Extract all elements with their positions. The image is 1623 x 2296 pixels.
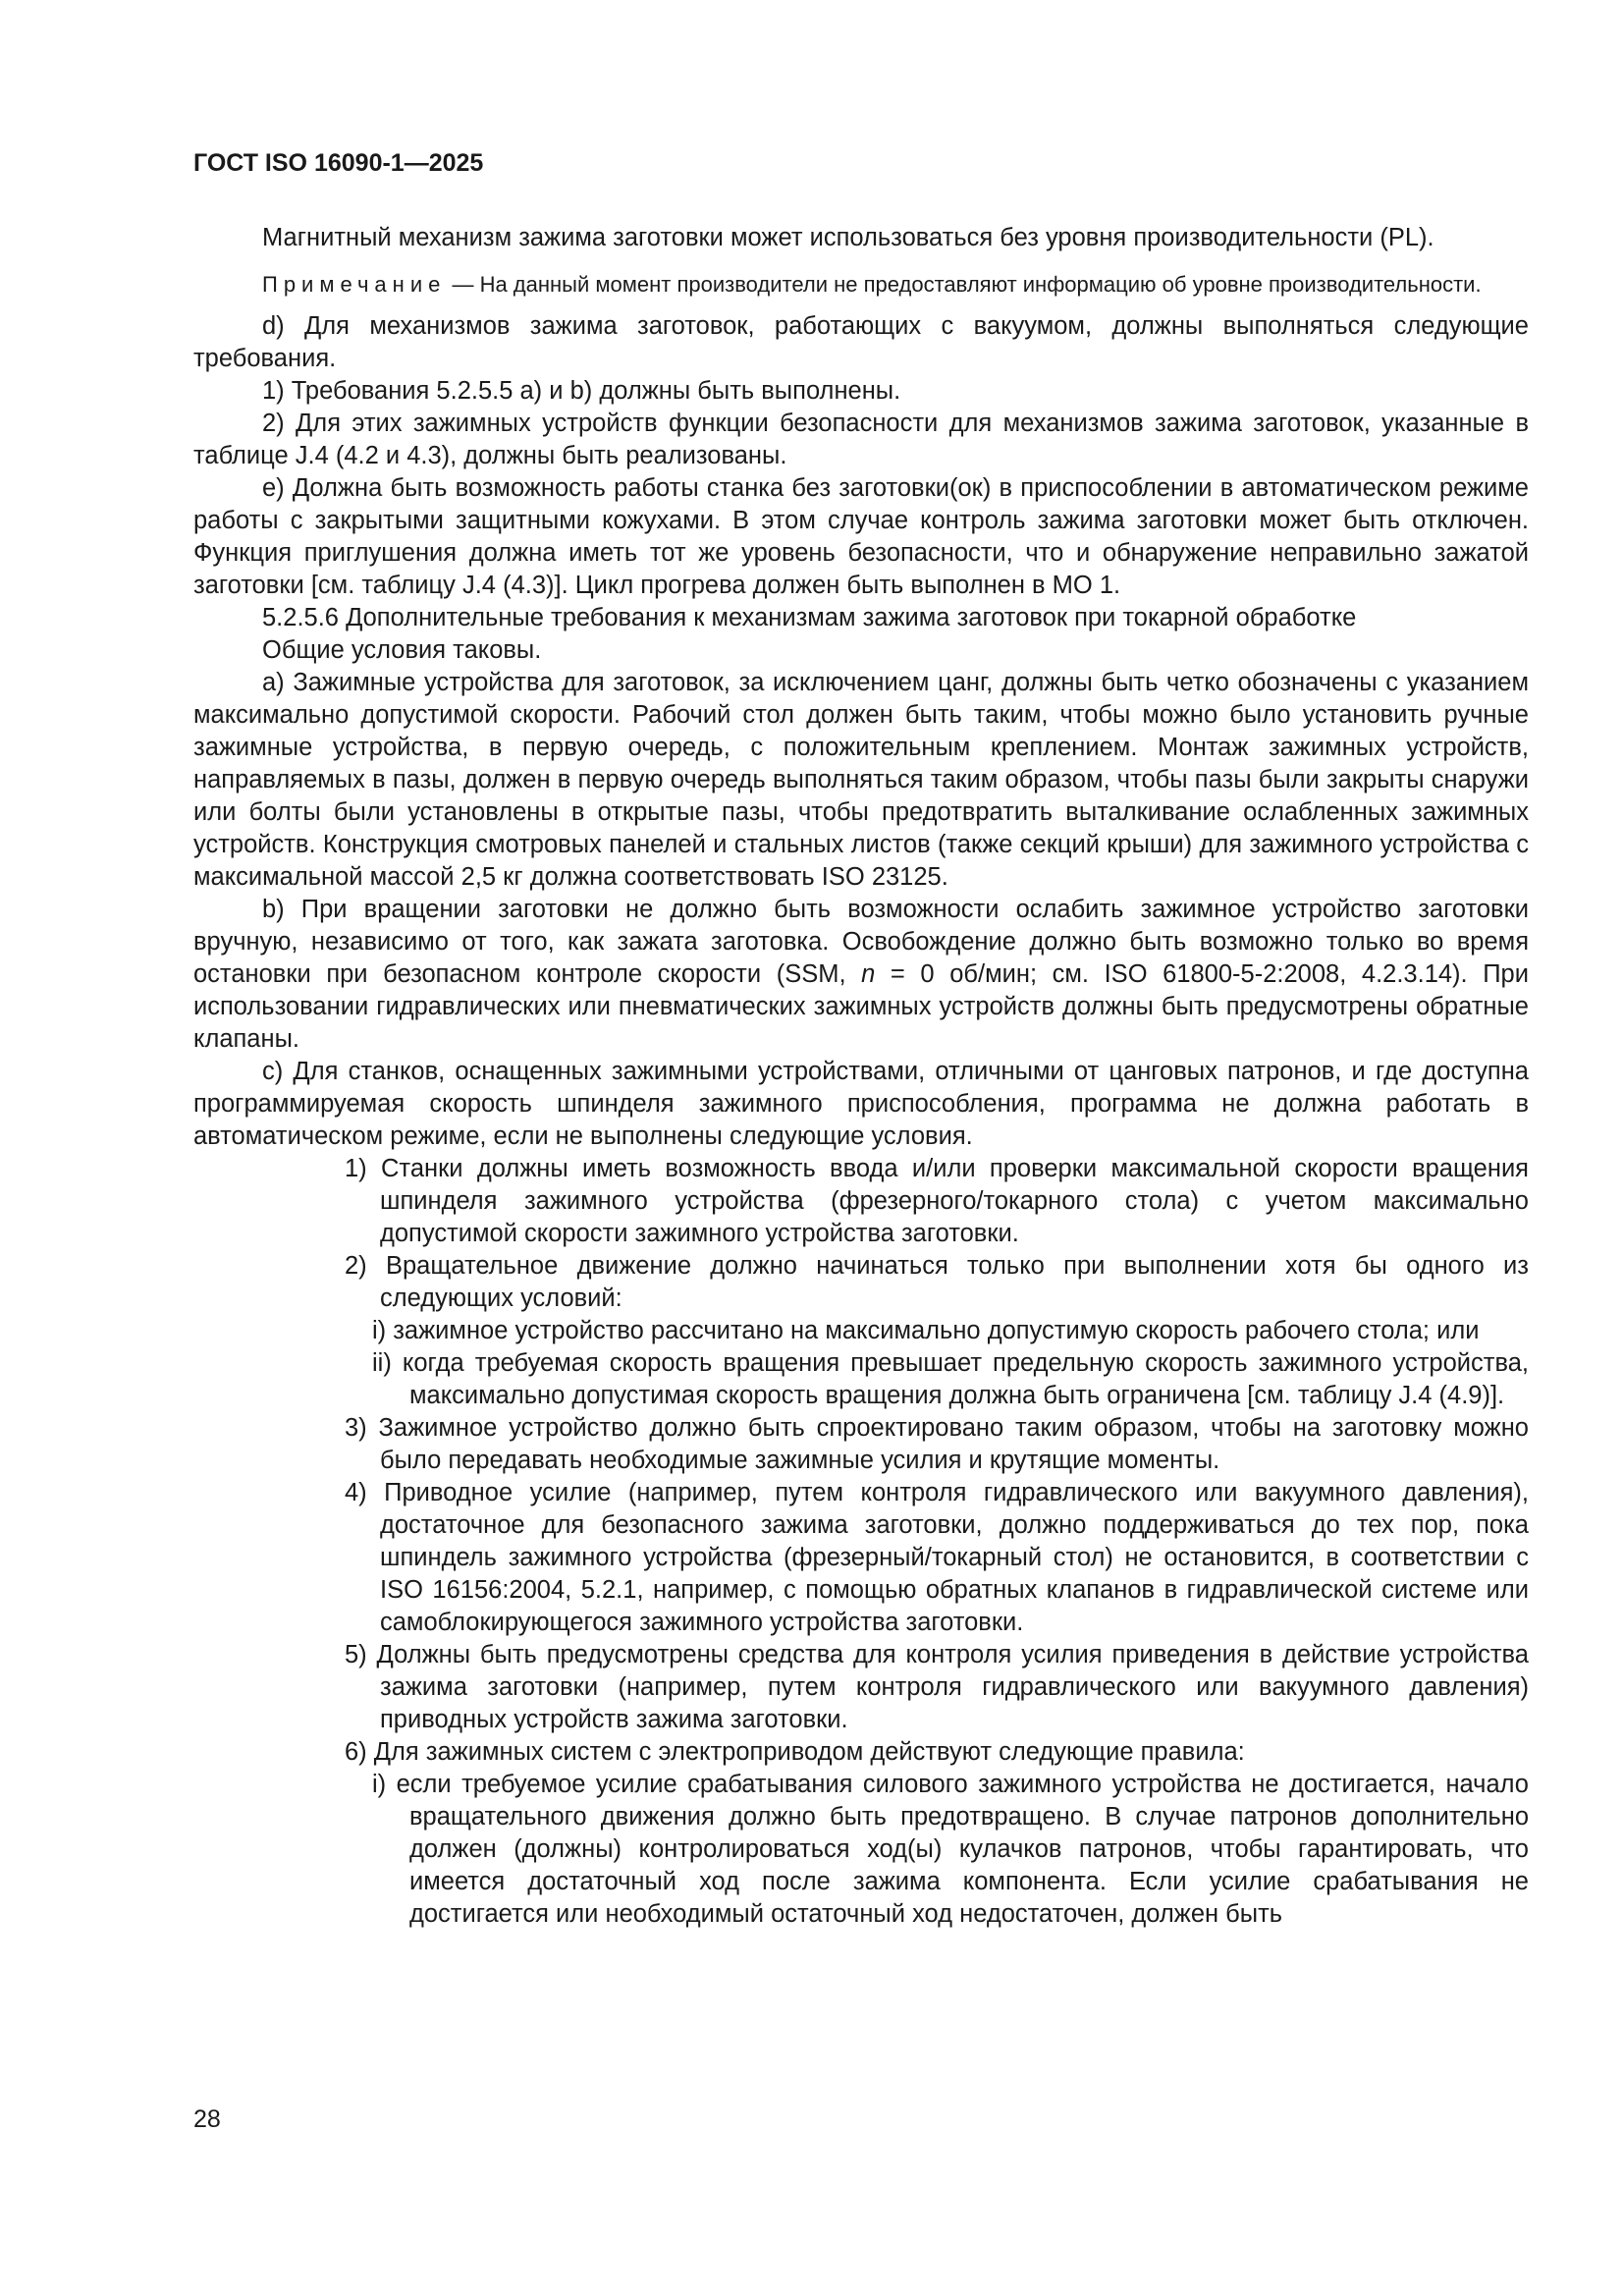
paragraph: Общие условия таковы. <box>262 636 542 664</box>
paragraph: a) Зажимные устройства для заготовок, за исключением цанг, должны быть четко обозначены с указанием максимально допустимой скорости. Рабочий стол должен быть таким, чтобы можно было установить ручные зажимные устройства, в первую очередь, с положительным креплением. Монтаж зажимных устройств, направляемых в пазы, должен в первую очередь выполняться таким образом, чтобы пазы были закрыты снаружи или болты были установлены в открытые пазы, чтобы предотвратить выталкивание ослабленных зажимных устройств. Конструкция смотровых панелей и стальных листов (также секций крыши) для зажимного устройства с максимальной массой 2,5 кг должна соответствовать ISO 23125. <box>193 669 1529 891</box>
note-text: — На данный момент производители не предоставляют информацию об уровне производительности. <box>446 272 1482 297</box>
list-item: 5) Должны быть предусмотрены средства для контроля усилия приведения в действие устройства зажима заготовки (например, путем контроля гидравлического или вакуумного давления) приводных устройств зажима заготовки. <box>345 1641 1529 1733</box>
sub-list-item: i) зажимное устройство рассчитано на максимально допустимую скорость рабочего стола; или <box>372 1317 1480 1344</box>
paragraph: d) Для механизмов зажима заготовок, работающих с вакуумом, должны выполняться следующие требования. <box>193 312 1529 372</box>
text-run: b) При вращении заготовки не должно быть возможности ослабить зажимное устройство заготовки вручную, независимо от того, как зажата заготовка. Освобождение должно быть возможно только во время остановки при безопасном контроле скорости (SSM, <box>193 896 1529 988</box>
document-body <box>193 222 1529 1931</box>
paragraph: e) Должна быть возможность работы станка без заготовки(ок) в приспособлении в автоматическом режиме работы с закрытыми защитными кожухами. В этом случае контроль зажима заготовки может быть отключен. Функция приглушения должна иметь тот же уровень безопасности, что и обнаружение неправильно зажатой заготовки [см. таблицу J.4 (4.3)]. Цикл прогрева должен быть выполнен в МО 1. <box>193 474 1529 599</box>
paragraph: c) Для станков, оснащенных зажимными устройствами, отличными от цанговых патронов, и где доступна программируемая скорость шпинделя зажимного приспособления, программа не должна работать в автоматическом режиме, если не выполнены следующие условия. <box>193 1058 1529 1150</box>
section-heading: 5.2.5.6 Дополнительные требования к механизмам зажима заготовок при токарной обработке <box>262 604 1357 631</box>
list-item: 2) Вращательное движение должно начинаться только при выполнении хотя бы одного из следующих условий: <box>345 1252 1529 1312</box>
page-number: 28 <box>193 2105 221 2133</box>
document-header: ГОСТ ISO 16090-1—2025 <box>193 149 484 177</box>
paragraph: 2) Для этих зажимных устройств функции безопасности для механизмов зажима заготовок, указанные в таблице J.4 (4.2 и 4.3), должны быть реализованы. <box>193 410 1529 469</box>
italic-symbol: n <box>861 960 876 988</box>
paragraph: 1) Требования 5.2.5.5 a) и b) должны быть выполнены. <box>262 377 901 405</box>
list-item: 1) Станки должны иметь возможность ввода и/или проверки максимальной скорости вращения шпинделя зажимного устройства (фрезерного/токарного стола) с учетом максимально допустимой скорости зажимного устройства заготовки. <box>345 1155 1529 1247</box>
note-label: Примечание <box>262 272 447 297</box>
text-run: = 0 об/мин; см. ISO 61800-5-2:2008, 4.2.3.14). При использовании гидравлических или пневматических зажимных устройств должны быть предусмотрены обратные клапаны. <box>193 960 1529 1053</box>
list-item: 6) Для зажимных систем с электроприводом действуют следующие правила: <box>345 1738 1245 1766</box>
list-item: 4) Приводное усилие (например, путем контроля гидравлического или вакуумного давления), достаточное для безопасного зажима заготовки, должно поддерживаться до тех пор, пока шпиндель зажимного устройства (фрезерный/токарный стол) не остановится, в соответствии с ISO 16156:2004, 5.2.1, например, с помощью обратных клапанов в гидравлической системе или самоблокирующегося зажимного устройства заготовки. <box>345 1479 1529 1636</box>
sub-list-item: i) если требуемое усилие срабатывания силового зажимного устройства не достигается, начало вращательного движения должно быть предотвращено. В случае патронов дополнительно должен (должны) контролироваться ход(ы) кулачков патронов, чтобы гарантировать, что имеется достаточный ход после зажима компонента. Если усилие срабатывания не достигается или необходимый остаточный ход недостаточен, должен быть <box>372 1771 1529 1928</box>
list-item: 3) Зажимное устройство должно быть спроектировано таким образом, чтобы на заготовку можно было передавать необходимые зажимные усилия и крутящие моменты. <box>345 1414 1529 1474</box>
note <box>193 270 1529 299</box>
sub-list-item: ii) когда требуемая скорость вращения превышает предельную скорость зажимного устройства, максимально допустимая скорость вращения должна быть ограничена [см. таблицу J.4 (4.9)]. <box>372 1349 1529 1409</box>
paragraph: Магнитный механизм зажима заготовки может использоваться без уровня производительности (PL). <box>262 224 1434 251</box>
paragraph <box>193 894 1529 1056</box>
